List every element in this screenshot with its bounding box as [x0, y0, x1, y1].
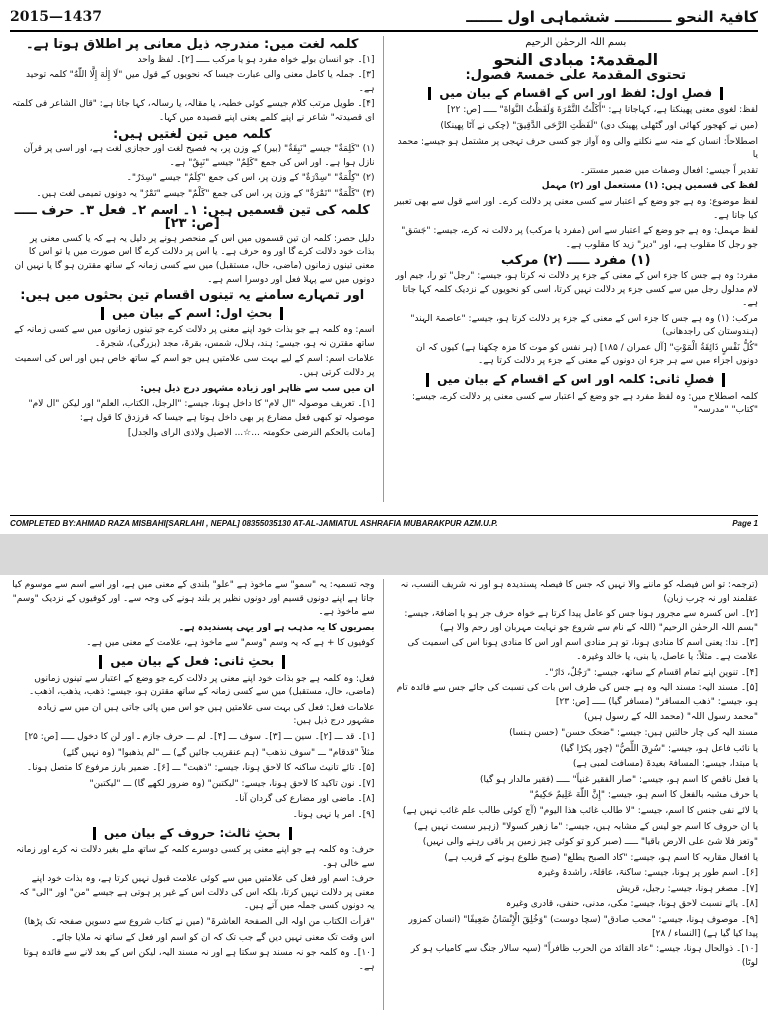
paragraph: "قرأت الکتاب من اولہ الی الصفحۃ العاشرۃ" (میں نے کتاب شروع سے دسویں صفحہ تک پڑھا) — [24, 917, 375, 928]
sub-heading: تحتوی المقدمۃ علی خمسۃ فصول: — [465, 68, 687, 84]
right-column — [394, 36, 759, 502]
paragraph: [۵]۔ تائے تانیث ساکنہ کا لاحق ہونا، جیسے: "ذھبت" ـــ [۶]۔ ضمیر بارز مرفوع کا متصل ہونا۔ — [26, 763, 375, 774]
paragraph: علامات اسم: اسم کے لیے بہت سی علامتیں ہیں جو اسم کے ساتھ خاص ہیں اور اس کی اسمیت پر دلالت کرتی ہیں۔ — [14, 354, 375, 379]
paragraph: "كُلُّ نَفْسٍ ذَائِقَةُ الْمَوْتِ" [آل عمران / ۱۸۵] (ہر نفس کو موت کا مزہ چکھنا ہے) کیوں کہ ان دونوں اجزاء میں سے ہر جزء ان دونوں کے معنی کے جزء پر دلالت کرتا ہے۔ — [415, 342, 758, 367]
paragraph: یا فعل ناقص کا اسم ہو، جیسے: "صار الفقیر غنیاً" ـــــ (فقیر مالدار ہو گیا) — [479, 774, 758, 785]
page-two — [0, 575, 768, 1024]
paragraph: [۵]۔ مسند الیہ: مسند الیہ وہ ہے جس کی طرف اس بات کی نسبت کی جائے جس سے فائدہ تام ہو، جیسے: "ذهب المسافر" (مسافر گیا) ـــــ [ص: ۲۳] — [396, 683, 758, 707]
paragraph: (۱) "كَلِمَةٌ" جیسے "نَبِقَةٌ" (بیر) کے وزن پر، یہ فصیح لغت اور حجازی لغت ہے، اور اسی پر قرآن نازل ہوا ہے۔ اور اس کی جمع "كَلِمٌ" جیسے "نَبِقٌ" ہے۔ — [23, 144, 375, 168]
division-heading: (۱) مفرد ـــــ (۲) مرکب — [500, 253, 651, 269]
paragraph: مسند الیہ کی چار حالتیں ہیں: جیسے: "ضحک حسن" (حسن ہنسا) — [509, 727, 758, 738]
paragraph: تقدیر اً جیسے: افعال وصفات میں ضمیر مستتر۔ — [579, 165, 758, 176]
footer-credit: COMPLETED BY:AHMAD RAZA MISBAHI[SARLAHI , NEPAL] 08355035130 AT-AL-JAMIATUL ASHRAFIA MUBARAKPUR AZM.U.P. — [10, 519, 498, 528]
subsection-heading: ان میں سب سے ظاہر اور زیادہ مشہور درج ذیل ہیں: — [140, 383, 375, 394]
left-column — [10, 36, 384, 502]
paragraph: اصطلاحاً: انسان کے منہ سے نکلنے والی وہ آواز جو کسی حرف تہجی پر مشتمل ہو جیسے: محمد یا — [397, 136, 758, 161]
paragraph: [۴]۔ طویل مرتب کلام جیسے کوئی خطبہ، یا مقالہ، یا رسالہ، کہا جاتا ہے: "قال الشاعر فی کلمتہ ای قصیدتہ" شاعر نے اپنے کلمے یعنی اپنے قصیدہ میں کہا۔ — [12, 99, 375, 123]
page-two-columns — [10, 579, 758, 1010]
paragraph: (۲) "كِلْمَةٌ" "سِدْرَةٌ" کے وزن پر، اس کی جمع "كِلَمٌ" جیسے "سِدَرٌ"۔ — [126, 173, 375, 184]
paragraph: [۳]۔ ندا: یعنی اسم کا منادی ہونا، تو ہر منادی اسم اور اس کا منادی ہونا اس کی اسمیت کی علامت ہے۔ مثلاً: یا عاصل، یا بنی، یا خالد وغیرہ۔ — [407, 638, 758, 662]
paragraph: حرف: وہ کلمہ ہے جو اپنے معنی پر کسی دوسرے کلمہ کے ساتھ ملے بغیر دلالت نہ کرے اور زمانہ سے خالی ہو۔ — [16, 845, 375, 869]
paragraph: فعل: وہ کلمہ ہے جو بذات خود اپنے معنی پر دلالت کرے جو وضع کے اعتبار سے تینوں زمانوں (ماضی، حال، مستقبل) میں سے کسی زمانہ کے ساتھ مقترن ہو، جیسے: ذھب، یذھب، اذھب۔ — [28, 673, 375, 698]
paragraph: یا ان حروف کا اسم جو لیس کے مشابہ ہیں، جیسے: "ما زھیر کسولا" (زہیر سست نہیں ہے) — [413, 821, 758, 832]
paragraph: کلمہ اصطلاح میں: وہ لفظ مفرد ہے جو وضع کے اعتبار سے کسی معنی پر دلالت کرے، جیسے: "کتاب" "مدرسہ" — [411, 391, 758, 416]
paragraph: لفظ موضوع: وہ ہے جو وضع کے اعتبار سے کسی معنی پر دلالت کرے۔ اور اسے قول سے بھی تعبیر کیا جاتا ہے۔ — [394, 196, 758, 221]
paragraph: یا مبتدا، جیسے: المسافۃ بعیدۃ (مسافت لمبی ہے) — [572, 759, 758, 770]
section-heading: بحثِ ثالث: حروف کے بیان میں — [93, 827, 292, 841]
left-column — [10, 579, 384, 1010]
paragraph: مرکب: (۱) وہ ہے جس کا جزء اس کے معنی کے جزء پر دلالت کرتا ہو، جیسے: "عاصمۃ الہند" (ہندوستان کی راجدھانی) — [410, 313, 758, 338]
paragraph: "وتعز فلا شئ علی الارض باقیا" ـــــ (صبر کرو تو کوئی چیز زمین پر باقی رہنے والی نہیں) — [422, 837, 758, 848]
paragraph: (۳) "كَلْمَةٌ" "تَمْرَةٌ" کے وزن پر، اس کی جمع "كَلْمٌ" جیسے "تَمْرٌ" یہ دونوں تمیمی لغت ہیں۔ — [36, 188, 375, 199]
paragraph: یا افعال مقاربہ کا اسم ہو، جیسے: "کاد الصبح یطلع" (صبح طلوع ہونے کے قریب ہے) — [444, 852, 758, 863]
verse-quote: [مانت بالحکم الترضی حکومتہ ...☆... الاصیل ولاذی الرای والجدل] — [127, 428, 375, 439]
paragraph: مفرد: وہ ہے جس کا جزء اس کے معنی کے جزء پر دلالت نہ کرتا ہو، جیسے: "رجل" تو را، جیم اور لام مدلول رجل میں سے کسی جزء پر دلالت نہیں کرتا، اسی کو نحویوں کے نزدیک کلمہ کہا جاتا ہے۔ — [395, 270, 758, 309]
paragraph: [۸]۔ یائے نسبت لاحق ہونا، جیسے: مکی، مدنی، حنفی، قادری وغیرہ — [505, 899, 758, 910]
paragraph: [۹]۔ امر یا نہی ہونا۔ — [292, 809, 375, 820]
paragraph: [۷]۔ مصغر ہونا، جیسے: رجیل، قریش — [616, 883, 758, 894]
paragraph: [۱۰]۔ ذوالحال ہونا، جیسے: "عاد القائد من الحرب ظافراً" (سپہ سالار جنگ سے کامیاب ہو کر لوٹا) — [410, 944, 758, 968]
subsection-heading: کلمہ کی تین قسمیں ہیں: ۱۔ اسم ۲۔ فعل ۳۔ حرف ـــــ [ص: ۲۳] — [14, 202, 370, 232]
paragraph: [۱۰]۔ وہ کلمہ جو نہ مسند ہو سکتا ہے اور نہ مسند الیہ، لیکن اس کے بعد لانے سے فائدہ ہوتا ہے۔ — [23, 948, 375, 972]
paragraph: کوفیوں کا + ہے کہ یہ وسم "وسم" سے ماخوذ ہے، علامت کے معنی میں ہے۔ — [86, 638, 375, 649]
section-heading: بحثِ ثانی: فعل کے بیان میں — [99, 655, 285, 669]
paragraph: [۷]۔ نون تاکید کا لاحق ہونا، جیسے: "لیکتبن" (وہ ضرور لکھے گا) ـــ "لیکتبن" — [89, 778, 375, 789]
paragraph: [۱]۔ جو انسان بولے خواہ مفرد ہو یا مرکب ـــــ [۲]۔ لفظ واحد — [137, 54, 375, 65]
footer-page-number: Page 1 — [732, 519, 758, 528]
section-heading: فصلِ اول: لفظ اور اس کے اقسام کے بیان میں — [428, 87, 723, 101]
paragraph: یا حرف مشبہ بالفعل کا اسم ہو، جیسے: "إِنَّ اللّٰهَ عَلِيمٌ حَكِيمٌ" — [529, 790, 758, 801]
paragraph: وجہ تسمیہ: یہ "سمو" سے ماخوذ ہے "علو" بلندی کے معنی میں ہے، اور اسے اسم سے موسوم کیا جاتا ہے اپنے دونوں قسیم اور دونوں نظیر پر بلند ہونے کی وجہ سے۔ اور کوفیوں کے نزدیک "وسم" سے ماخوذ ہے۔ — [12, 580, 375, 618]
subsection-heading: کلمہ میں تین لغتیں ہیں: — [112, 126, 272, 142]
basmala: بسم اللہ الرحمٰن الرحیم — [525, 37, 627, 48]
page-footer — [10, 515, 758, 528]
subsection-heading: اور تمہارے سامنے یہ تینوں اقسام تین بحثوں میں ہیں: — [20, 288, 365, 304]
paragraph: (میں نے کھجور کھائی اور گٹھلی پھینک دی) "لَفَظَتِ الرَّحَى الدَّقِيقَ" (چکی نے آٹا پھینکا) — [440, 120, 758, 131]
page-header — [10, 4, 758, 32]
paragraph: [۴]۔ تنوین اپنے تمام اقسام کے ساتھ، جیسے: "رَجُلٌ، دَارٌ"۔ — [544, 667, 758, 678]
subsection-heading: کلمہ لغت میں: مندرجہ ذیل معانی پر اطلاق ہوتا ہے۔ — [25, 37, 359, 52]
paragraph: یا لائے نفی جنس کا اسم، جیسے: "لا طالب غائب ھذا الیوم" (آج کوئی طالب علم غائب نہیں ہے) — [402, 805, 758, 816]
paragraph: (ترجمہ: تو اس فیصلہ کو ماننے والا نہیں کہ جس کا فیصلہ پسندیدہ ہو اور نہ شریف النسب، نہ عقلمند اور نہ چرب زبان) — [400, 580, 758, 604]
paragraph: مثلاً "قدقام" ـــ "سوف نذهب" (ہم عنقریب جائیں گے) ـــ "لم یذھبوا" (وہ نہیں گئے) — [62, 747, 375, 758]
paragraph: بصریوں کا یہ مذہب ہے اور یہی پسندیدہ ہے۔ — [178, 622, 375, 633]
paragraph: اس وقت تک معنی نہیں دیں گے جب تک کہ ان کو اسم اور فعل کے ساتھ نہ ملایا جائے۔ — [51, 932, 375, 943]
header-title: کافیۃ النحو ـــــــــــ ششماہی اول ـــــــ — [466, 8, 758, 26]
paragraph: یا نائب فاعل ہو، جیسے: "سُرِقَ اللِّصُّ" (چور پکڑا گیا) — [560, 743, 758, 754]
page-one-columns — [10, 36, 758, 502]
header-year: 2015—1437 — [10, 9, 102, 25]
paragraph: حرف: اسم اور فعل کی علامتیں میں سے کوئی علامت قبول نہیں کرتا ہے، وہ بذات خود اپنے معنی پر دلالت نہیں کرتا، بلکہ اس کی دلالت اس کے غیر پر ہوتی ہے جیسے "من" اور "الی" کہ یہ دونوں کسی جملہ میں آتے ہیں۔ — [19, 874, 375, 912]
paragraph: [۲]۔ اس کسرہ سے مجرور ہونا جس کو عامل پیدا کرتا ہے خواہ حرف جر ہو یا اضافۃ، جیسے: "بسم اللہ الرحمٰن الرحیم" (اللہ کے نام سے شروع جو نہایت مہربان اور رحم والا ہے) — [404, 609, 758, 633]
paragraph: دلیل حصر: کلمہ ان تین قسموں میں اس کے منحصر ہونے پر دلیل یہ ہے کہ یا کسی معنی پر بذات خود دلالت کرے گا اور وہ حرف ہے۔ یا اس پر دلالت کرے گا اس صورت میں یا تو اس کا معنی تینوں زمانوں (ماضی، حال، مستقبل) میں سے کسی زمانہ کے ساتھ مقترن ہو گا یا نہیں ان دونوں میں سے پہلا فعل اور دوسرا اسم ہے۔ — [14, 233, 375, 285]
section-heading: بحثِ اول: اسم کے بیان میں — [101, 307, 283, 321]
paragraph: لفظ مہمل: وہ ہے جو وضع کے اعتبار سے اس (مفرد یا مرکب) پر دلالت نہ کرے، جیسے: "جَسَق" جو رجل کا مقلوب ہے، اور "دیز" زید کا مقلوب ہے۔ — [401, 226, 758, 250]
paragraph: [۹]۔ موصوف ہونا، جیسے: "محب صادق" (سچا دوست) "وَخُلِقَ الْإِنْسَانُ ضَعِيفًا" (انسان کمزور پیدا کیا گیا ہے) [النساء / ۲۸] — [408, 915, 758, 939]
paragraph: [۸]۔ ماضی اور مضارع کی گردان آنا۔ — [234, 794, 375, 805]
paragraph: اسم: وہ کلمہ ہے جو بذات خود اپنے معنی پر دلالت کرے جو تینوں زمانوں میں سے کسی زمانہ کے ساتھ مقترن نہ ہو، جیسے: ہند، ہلال، شمس، بقرۃ، مجد (بزرگی)، شجرۃ۔ — [14, 325, 375, 349]
paragraph: لفظ کی قسمیں ہیں: (۱) مستعمل اور (۲) مہمل — [541, 181, 758, 192]
paragraph: لفظ: لغوی معنی پھینکنا ہے، کہاجاتا ہے: "أَكَلْتُ التَّمْرَةَ وَلَفَظْتُ النَّوَاةَ" ـــــ [ص: ۲۲] — [447, 105, 758, 116]
paragraph: "محمد رسول اللہ" (محمد اللہ کے رسول ہیں) — [584, 712, 758, 723]
section-heading: فصلِ ثانی: کلمہ اور اس کے اقسام کے بیان میں — [426, 373, 725, 387]
paragraph: [۶]۔ اسم طور پر ہونا، جیسے: ساکنۃ، عاقلۃ، راشدۃ وغیرہ — [537, 868, 758, 879]
paragraph: [۱]۔ قد ـــ [۲]۔ سین ـــ [۳]۔ سوف ـــ [۴]۔ لم ـــ حرف جازم ـ اور لن کا دخول ـــــ [ص: ۲۵] — [24, 731, 375, 742]
paragraph: [۱]۔ تعریف موصولہ "ال لام" کا داخل ہونا، جیسے: "الرجل، الکتاب، العلم" اور لیکن "ال لام" موصولہ تو کبھی فعل مضارع پر بھی داخل ہوتا ہے جیسا کہ قرزدق کا قول ہے: — [28, 399, 375, 423]
right-column — [394, 579, 759, 1010]
paragraph: [۳]۔ جملہ یا کامل معنی والی عبارت جیسا کہ نحویوں کے قول میں "لَا إِلٰهَ إِلَّا اللّٰهُ" کلمہ توحید ہے۔ — [25, 70, 375, 94]
paragraph: علامات فعل: فعل کی بہت سی علامتیں ہیں جو اس میں پائی جاتی ہیں ان میں سے زیادہ مشہور درج ذیل ہیں: — [37, 702, 375, 727]
main-heading: المقدمۃ: مبادی النحو — [493, 49, 659, 69]
